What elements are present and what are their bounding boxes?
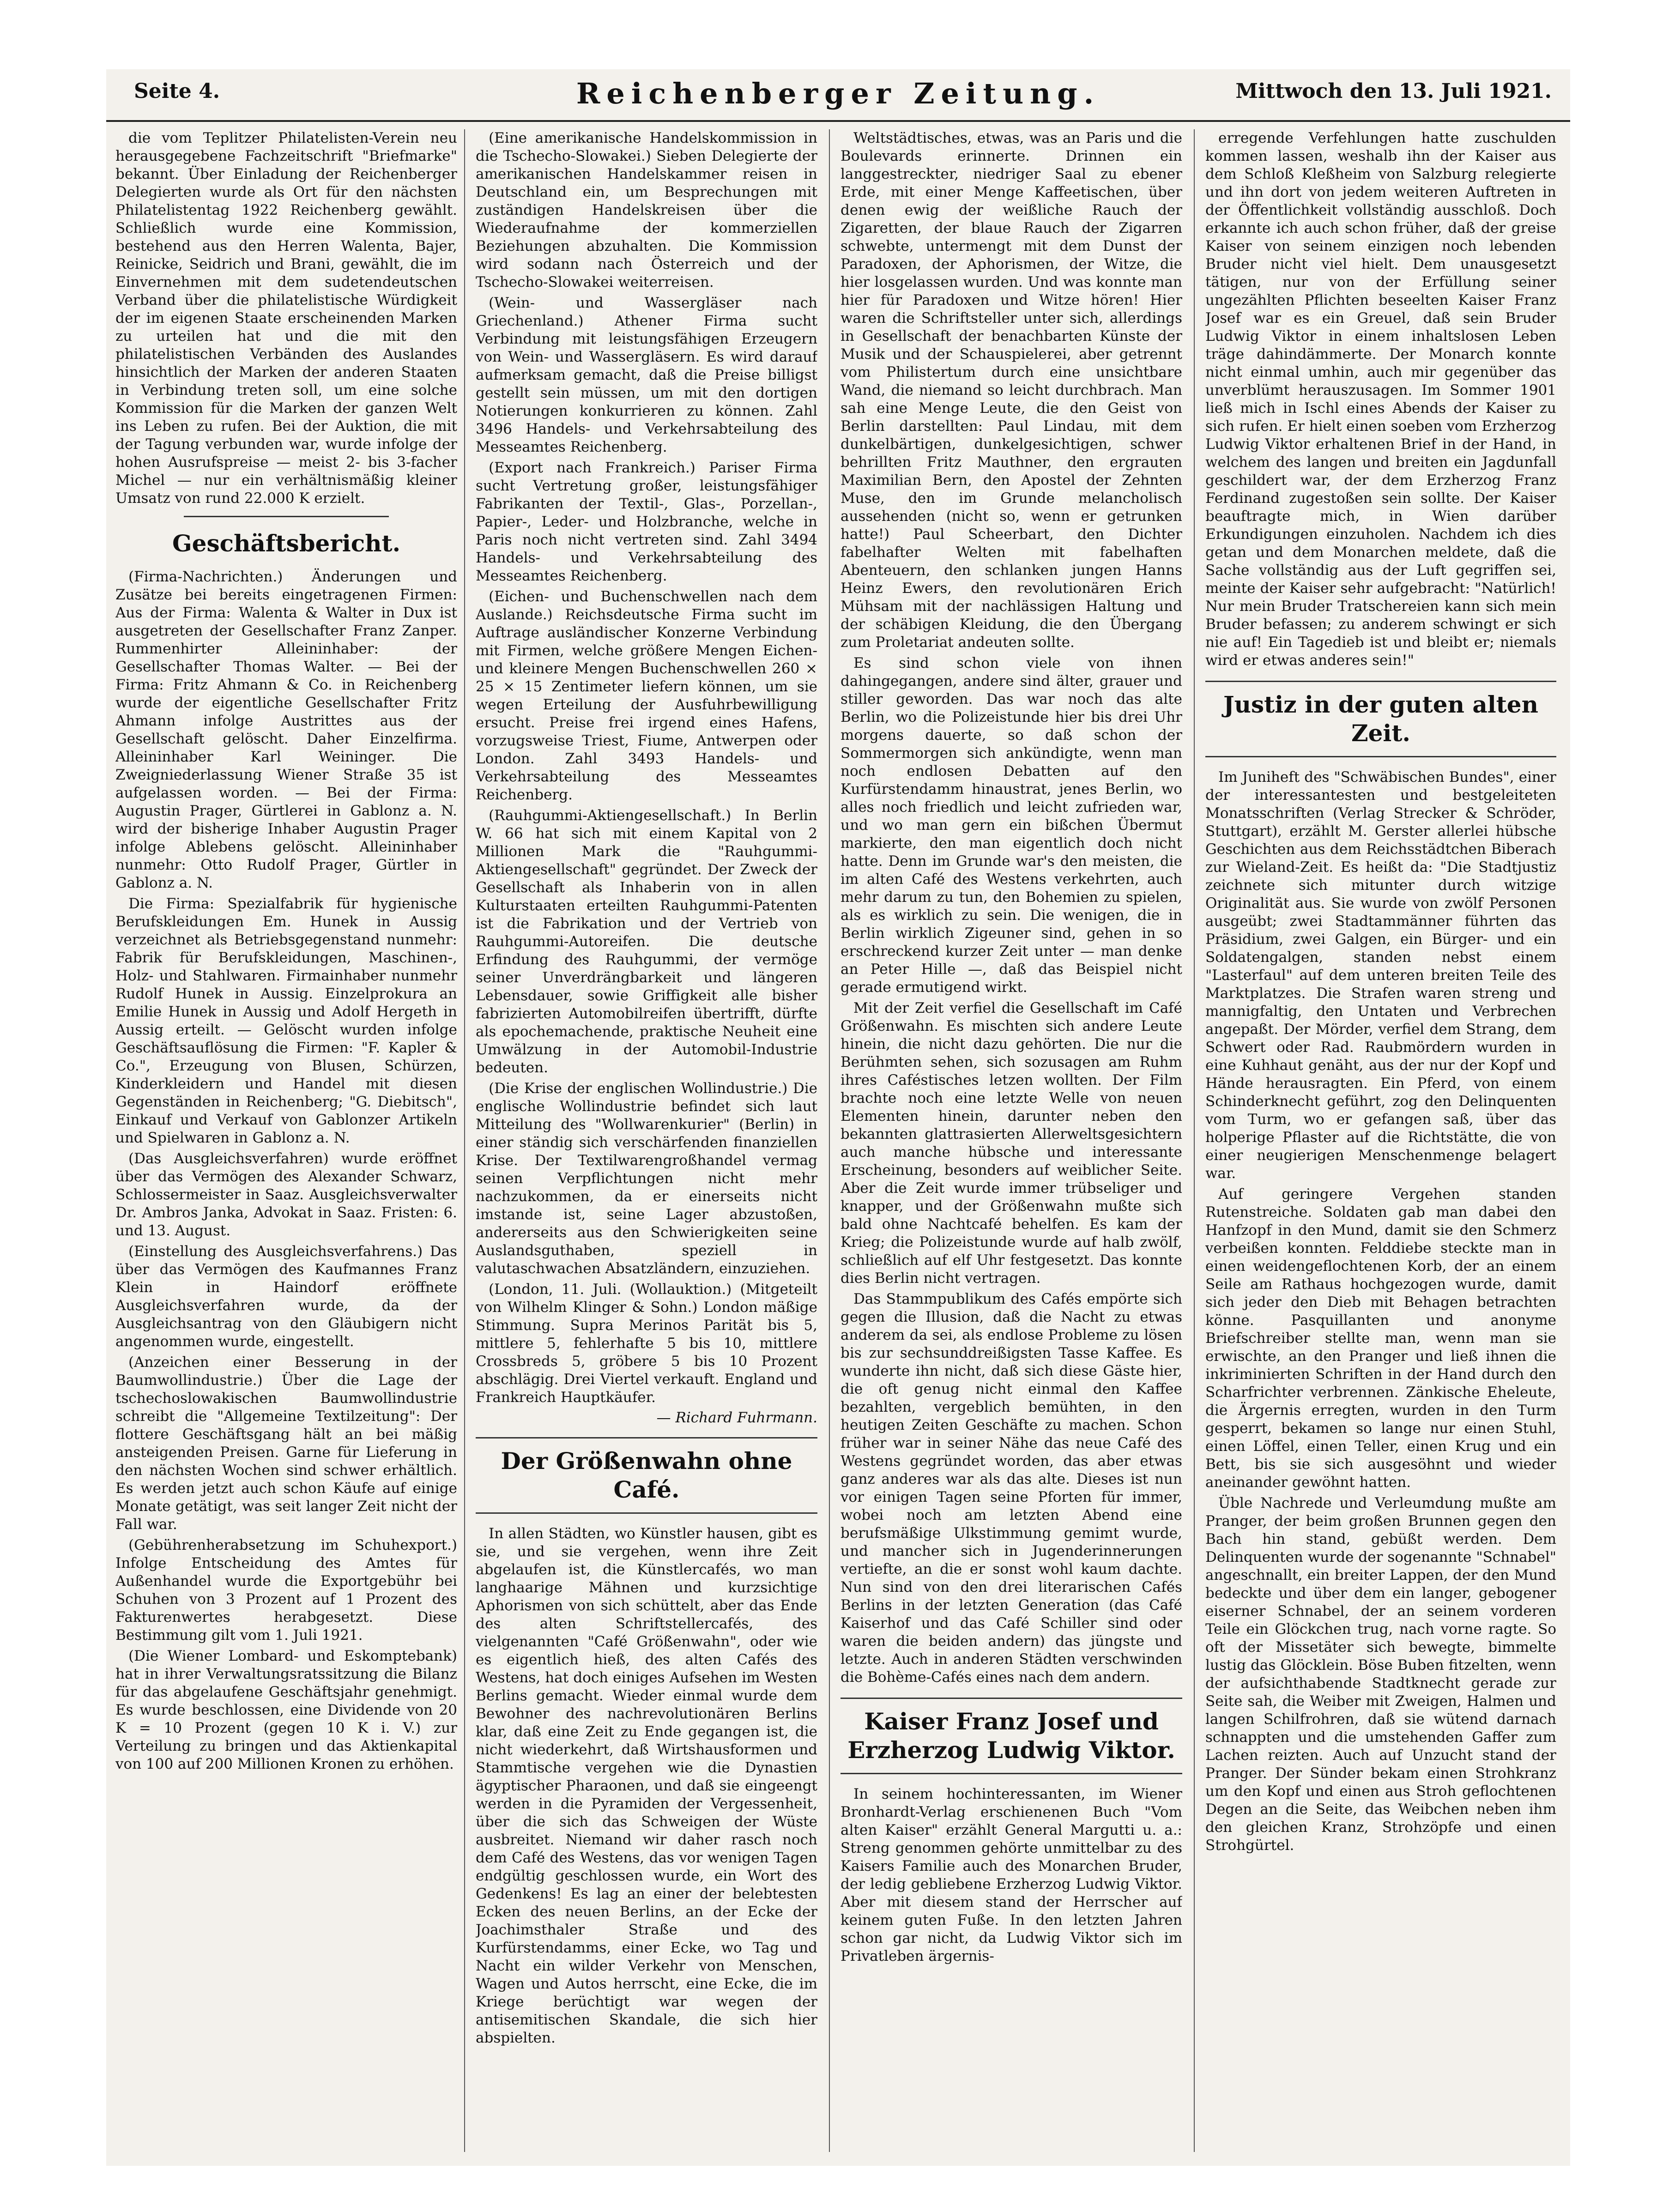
- section-heading: Der Größenwahn ohne Café.: [501, 1447, 792, 1503]
- article-text: (Wein- und Wassergläser nach Griechenland.) Athener Firma sucht Verbindung mit leistungsfähigen Erzeugern von Wein- und Wassergläsern. Es wird darauf aufmerksam gemacht, daß die Preise billigst gestellt sein müssen, um mit den dortigen Notierungen konkurrieren zu können. Zahl 3496 Handels- und Verkehrsabteilung des Messeamtes Reichenberg.: [476, 295, 817, 455]
- feuilleton-heading-box: [1205, 681, 1556, 757]
- article-text: (Eichen- und Buchenschwellen nach dem Auslande.) Reichsdeutsche Firma sucht im Auftrage ausländischer Konzerne Verbindung mit Firmen, welche größere Mengen Eichen- und kleinere Mengen Buchenschwellen 260 × 25 × 15 Zentimeter liefern können, um sie wegen Erteilung der Ausfuhrbewilligung ersucht. Preise frei irgend eines Hafens, vorzugsweise Triest, Fiume, Antwerpen oder London. Zahl 3493 Handels- und Verkehrsabteilung des Messeamtes Reichenberg.: [476, 588, 817, 803]
- article-text: Die Firma: Spezialfabrik für hygienische Berufskleidungen Em. Hunek in Aussig verzeichnet als Betriebsgegenstand nunmehr: Fabrik für Berufskleidungen, Maschinen-, Holz- und Stahlwaren. Firmainhaber nunmehr Rudolf Hunek in Aussig. Einzelprokura an Emilie Hunek in Aussig und Adolf Hergeth in Aussig erteilt. — Gelöscht wurden infolge Geschäftsauflösung die Firmen: "F. Kapler & Co.", Erzeugung von Blusen, Schürzen, Kinderkleidern und Handel mit diesen Gegenständen in Reichenberg; "G. Diebitsch", Einkauf und Verkauf von Gablonzer Artikeln und Spielwaren in Gablonz a. N.: [115, 895, 457, 1146]
- article-text: Es sind schon viele von ihnen dahingegangen, andere sind älter, grauer und stiller geworden. Das war noch das alte Berlin, wo die Polizeistunde hier bis drei Uhr morgens dauerte, so daß schon der Sommermorgen sich ankündigte, wenn man noch endlosen Debatten auf den Kurfürstendamm hinaustrat, jenes Berlin, wo alles noch friedlich und leicht zufrieden war, und wo man gern ein bißchen Übermut markierte, den man eigentlich doch nicht hatte. Denn im Grunde war's den meisten, die im alten Café des Westens verkehrten, auch mehr darum zu tun, den Bohemien zu spielen, als es wirklich zu sein. Die wenigen, die in Berlin wirklich Zigeuner sind, gehen in so erschreckend kurzer Zeit unter — man denke an Peter Hille —, daß das Beispiel nicht gerade ermutigend wirkt.: [841, 655, 1182, 996]
- feuilleton-heading-box: [476, 1437, 817, 1514]
- column-rule: [1194, 129, 1195, 2152]
- article-text: erregende Verfehlungen hatte zuschulden kommen lassen, weshalb ihn der Kaiser aus dem Schloß Kleßheim von Salzburg relegierte und ihn dort von jedem weiteren Auftreten in der Öffentlichkeit vollständig ausschloß. Doch erkannte ich auch schon früher, daß der greise Kaiser von seinem einzigen noch lebenden Bruder nicht viel hielt. Dem unausgesetzt tätigen, nur von der Erfüllung seiner ungezählten Pflichten beseelten Kaiser Franz Josef war es ein Greuel, daß sein Bruder Ludwig Viktor in einem inhaltslosen Leben träge dahindämmerte. Der Monarch konnte nicht einmal umhin, auch mir gegenüber das unverblümt herauszusagen. Im Sommer 1901 ließ mich in Ischl eines Abends der Kaiser zu sich rufen. Er hielt einen soeben vom Erzherzog Ludwig Viktor erhaltenen Brief in der Hand, in welchem des langen und breiten ein Jagdunfall geschildert war, der dem Erzherzog Franz Ferdinand zugestoßen sein sollte. Der Kaiser beauftragte mich, in Wien darüber Erkundigungen einzuholen. Nachdem ich dies getan und dem Monarchen meldete, daß die Sache vollständig aus der Luft gegriffen sei, meinte der Kaiser sehr aufgebracht: "Natürlich! Nur mein Bruder Tratschereien kann sich mein Bruder befassen; zu anderem schwingt er sich nie auf! Ein Tagedieb ist und bleibt er; niemals wird er etwas anderes sein!": [1205, 130, 1556, 669]
- masthead: Reichenberger Zeitung.: [576, 77, 1101, 110]
- column-1: [115, 129, 457, 2152]
- article-text: die vom Teplitzer Philatelisten-Verein neu herausgegebene Fachzeitschrift "Briefmarke" bekannt. Über Einladung der Reichenberger Delegierten wurde als Ort für den nächsten Philatelistentag 1922 Reichenberg gewählt. Schließlich wurde eine Kommission, bestehend aus den Herren Walenta, Bajer, Reinicke, Seidrich und Brani, gewählt, die im Einvernehmen mit dem sudetendeutschen Verband über die philatelistische Würdigkeit der im eigenen Staate erscheinenden Marken zu urteilen hat und die mit den philatelistischen Verbänden des Auslandes hinsichtlich der Marken der anderen Staaten in Verbindung treten soll, um eine solche Kommission für die Marken der ganzen Welt ins Leben zu rufen. Bei der Auktion, die mit der Tagung verbunden war, wurde infolge der hohen Ausrufspreise — meist 2- bis 3-facher Michel — nur ein verhältnismäßig kleiner Umsatz von rund 22.000 K erzielt.: [115, 130, 457, 507]
- article-text: (Anzeichen einer Besserung in der Baumwollindustrie.) Über die Lage der tschechoslowakischen Baumwollindustrie schreibt die "Allgemeine Textilzeitung": Der flottere Geschäftsgang hält an bei mäßig ansteigenden Preisen. Garne für Lieferung in den nächsten Wochen sind schwer erhältlich. Es werden jetzt auch schon Käufe auf einige Monate getätigt, was seit langer Zeit nicht der Fall war.: [115, 1354, 457, 1533]
- column-2: [476, 129, 817, 2152]
- article-text: (Die Krise der englischen Wollindustrie.) Die englische Wollindustrie befindet sich laut Mitteilung des "Wollwarenkurier" (Berlin) in einer ständig sich verschärfenden finanziellen Krise. Der Textilwarengroßhandel vermag seinen Verpflichtungen nicht mehr nachzukommen, da er einerseits nicht imstande ist, seine Lager abzustoßen, andererseits aus den Schwierigkeiten seine Auslandsguthaben, speziell in valutaschwachen Absatzländern, einzuziehen.: [476, 1080, 817, 1277]
- article-text: (Eine amerikanische Handelskommission in die Tschecho-Slowakei.) Sieben Delegierte der amerikanischen Handelskammer reisen in Deutschland ein, um Besprechungen mit zuständigen Handelskreisen über die Wiederaufnahme der kommerziellen Beziehungen abzuhalten. Die Kommission wird sodann nach Österreich und der Tschecho-Slowakei weiterreisen.: [476, 130, 817, 290]
- article-text: In allen Städten, wo Künstler hausen, gibt es sie, und sie vergehen, wenn ihre Zeit abgelaufen ist, die Künstlercafés, wo man langhaarige Mähnen und kurzsichtige Aphorismen von sich schüttelt, aber das Ende des alten Schriftstellercafés, des vielgenannten "Café Größenwahn", oder wie es eigentlich hieß, des alten Cafés des Westens, hat doch einiges Aufsehen im Westen Berlins gemacht. Wieder einmal wurde dem Bewohner des nachrevolutionären Berlins klar, daß eine Zeit zu Ende gegangen ist, die nicht wiederkehrt, daß Wirtshausformen und Stammtische vergehen wie die Dynastien ägyptischer Pharaonen, und daß sie eingeengt werden in die Pyramiden der Vergessenheit, über die sich das Schweigen der Wüste ausbreitet. Niemand wir daher rasch noch dem Café des Westens, das vor wenigen Tagen endgültig geschlossen wurde, ein Wort des Gedenkens! Es lag an einer der belebtesten Ecken des neuen Berlins, an der Ecke der Joachimsthaler Straße und des Kurfürstendamms, einer Ecke, wo Tag und Nacht ein wilder Verkehr von Menschen, Wagen und Autos herrscht, eine Ecke, die im Kriege berüchtigt war wegen der antisemitischen Skandale, die sich hier abspielten.: [476, 1525, 817, 2046]
- article-text: Weltstädtisches, etwas, was an Paris und die Boulevards erinnerte. Drinnen ein langgestreckter, niedriger Saal zu ebener Erde, mit einer Menge Kaffeetischen, über denen ewig der weißliche Rauch der Zigaretten, der blaue Rauch der Zigarren schwebte, untermengt mit dem Dunst der Paradoxen, der Aphorismen, der Witze, die hier losgelassen wurden. Und was konnte man hier für Paradoxen und Witze hören! Hier waren die Schriftsteller unter sich, allerdings in Gesellschaft der benachbarten Künste der Musik und der Schauspielerei, aber getrennt vom Philistertum durch eine unsichtbare Wand, die niemand so leicht durchbrach. Man sah eine Menge Leute, die den Geist von Berlin darstellten: Paul Lindau, mit dem dunkelbärtigen, dunkelgesichtigen, schwer behrillten Fritz Mauthner, den ergrauten Maximilian Bern, den Apostel der Zehnten Muse, den im Grunde melancholisch aussehenden (nicht so, wenn er getrunken hatte!) Paul Scheerbart, den Dichter fabelhafter Welten mit fabelhaften Abenteuern, den schlanken jungen Hanns Heinz Ewers, den revolutionären Erich Mühsam mit der nachlässigen Haltung und der schäbigen Kleidung, die den Übergang zum Proletariat andeuten sollte.: [841, 130, 1182, 651]
- article-text: (Die Wiener Lombard- und Eskomptebank) hat in ihrer Verwaltungsratssitzung die Bilanz für das abgelaufene Geschäftsjahr genehmigt. Es wurde beschlossen, eine Dividende von 20 K = 10 Prozent (gegen 10 K i. V.) zur Verteilung zu bringen und das Aktienkapital von 100 auf 200 Millionen Kronen zu erhöhen.: [115, 1648, 457, 1772]
- section-heading: Geschäftsbericht.: [172, 530, 401, 557]
- article-text: (Export nach Frankreich.) Pariser Firma sucht Vertretung großer, leistungsfähiger Fabrikanten der Textil-, Glas-, Porzellan-, Papier-, Leder- und Holzbranche, welche in Paris noch nicht vertreten sind. Zahl 3494 Handels- und Verkehrsabteilung des Messeamtes Reichenberg.: [476, 459, 817, 584]
- divider: [184, 516, 389, 517]
- column-4: [1205, 129, 1556, 2152]
- article-text: Mit der Zeit verfiel die Gesellschaft im Café Größenwahn. Es mischten sich andere Leute hinein, die nicht dazu gehörten. Die nur die Berühmten sehen, sich sozusagen am Ruhm ihres Caféstisches letzen wollten. Der Film brachte noch eine letzte Welle von neuen Elementen hinein, darunter neben den bekannten glattrasierten Allerweltsgesichtern auch manche hübsche und interessante Erscheinung, besonders auf weiblicher Seite. Aber die Zeit wurde immer trübseliger und knapper, und der Größenwahn mußte sich bald ohne Nachtcafé behelfen. Es kam der Krieg; die Polizeistunde wurde auf halb zwölf, schließlich auf elf Uhr festgesetzt. Das konnte dies Berlin nicht vertragen.: [841, 1000, 1182, 1287]
- article-text: Im Juniheft des "Schwäbischen Bundes", einer der interessantesten und bestgeleiteten Monatsschriften (Verlag Strecker & Schröder, Stuttgart), erzählt M. Gerster allerlei hübsche Geschichten aus dem Reichsstädtchen Biberach zur Wieland-Zeit. Es heißt da: "Die Stadtjustiz zeichnete sich mitunter durch witzige Originalität aus. Sie wurde von zwölf Personen ausgeübt; zwei Stadtammänner führten das Präsidium, zwei Galgen, ein Bürger- und ein Soldatengalgen, standen nebst einem "Lasterfaul" auf dem unteren breiten Teile des Marktplatzes. Die Strafen waren streng und mannigfaltig, den Untaten und Verbrechen angepaßt. Der Mörder, verfiel dem Strang, dem Schwert oder Rad. Raubmördern wurden in eine Kuhhaut genäht, aus der nur der Kopf und Hände herausragten. Ein Pferd, von einem Schinderknecht geführt, zog den Delinquenten vom Turm, wo er gefangen saß, über das holperige Pflaster auf die Richtstätte, die von einer neugierigen Menschenmenge belagert war.: [1205, 769, 1556, 1182]
- page-header: [106, 69, 1570, 122]
- article-text: In seinem hochinteressanten, im Wiener Bronhardt-Verlag erschienenen Buch "Vom alten Kaiser" erzählt General Margutti u. a.: Streng genommen gehörte unmittelbar zu des Kaisers Familie auch des Monarchen Bruder, der ledig gebliebene Erzherzog Ludwig Viktor. Aber mit diesem stand der Herrscher auf keinem guten Fuße. In den letzten Jahren schon gar nicht, da Ludwig Viktor sich im Privatleben ärgernis-: [841, 1786, 1182, 1964]
- section-heading: Justiz in der guten alten Zeit.: [1223, 691, 1538, 747]
- article-text: (Einstellung des Ausgleichsverfahrens.) Das über das Vermögen des Kaufmannes Franz Klein in Haindorf eröffnete Ausgleichsverfahren wurde, da der Ausgleichsantrag von den Gläubigern nicht angenommen wurde, eingestellt.: [115, 1243, 457, 1350]
- feuilleton-heading-box: [841, 1698, 1182, 1774]
- issue-date: Mittwoch den 13. Juli 1921.: [1235, 79, 1552, 103]
- column-3: [841, 129, 1182, 2152]
- article-text: (Rauhgummi-Aktiengesellschaft.) In Berlin W. 66 hat sich mit einem Kapital von 2 Millionen Mark die "Rauhgummi-Aktiengesellschaft" gegründet. Der Zweck der Gesellschaft als Inhaberin von in allen Kulturstaaten erteilten Rauhgummi-Patenten ist die Fabrikation und der Vertrieb von Rauhgummi-Autoreifen. Die deutsche Erfindung des Rauhgummi, der vermöge seiner Unverdrängbarkeit und längeren Lebensdauer, sowie Griffigkeit alle bisher fabrizierten Automobilreifen übertrifft, dürfte als epochemachende, praktische Neuheit eine Umwälzung in der Automobil-Industrie bedeuten.: [476, 807, 817, 1076]
- article-text: Das Stammpublikum des Cafés empörte sich gegen die Illusion, daß die Nacht zu etwas anderem da sei, als endlose Probleme zu lösen bis zur sechsunddreißigsten Tasse Kaffee. Es wunderte ihn nicht, daß sich diese Gäste hier, die oft genug nicht einmal den Kaffee bezahlten, vergeblich bemühten, in den heutigen Zeiten Geschäfte zu machen. Schon früher war in seiner Nähe das neue Café des Westens gegründet worden, das aber etwas ganz anderes war als das alte. Dieses ist nun vor einigen Tagen seine Pforten für immer, wobei noch am letzten Abend eine berufsmäßige Ulkstimmung gemimt wurde, und mancher sich in Jugenderinnerungen vertiefte, an die er sonst wohl kaum dachte. Nun sind von den drei literarischen Cafés Berlins in der letzten Generation (das Café Kaiserhof und das Café Schiller sind oder waren die beiden andern) das jüngste und letzte. Auch in anderen Städten verschwinden die Bohème-Cafés eines nach dem andern.: [841, 1291, 1182, 1686]
- author-signature: — Richard Fuhrmann.: [656, 1409, 817, 1426]
- page-number: Seite 4.: [134, 79, 220, 103]
- article-text: (London, 11. Juli. (Wollauktion.) (Mitgeteilt von Wilhelm Klinger & Sohn.) London mäßige Stimmung. Supra Merinos Parität bis 5, mittlere 5, fehlerhafte 5 bis 10, mittlere Crossbreds 5, gröbere 5 bis 10 Prozent abschlägig. Drei Viertel verkauft. England und Frankreich Hauptkäufer.: [476, 1281, 817, 1406]
- column-rule: [829, 129, 830, 2152]
- column-rule: [464, 129, 465, 2152]
- newspaper-page: [106, 69, 1570, 2166]
- article-text: Üble Nachrede und Verleumdung mußte am Pranger, der beim großen Brunnen gegen den Bach hin stand, gebüßt werden. Dem Delinquenten wurde der sogenannte "Schnabel" angeschnallt, ein breiter Lappen, der den Mund bedeckte und über dem ein langer, gebogener eiserner Schnabel, der an seinem vorderen Teile ein Glöckchen trug, nach vorne ragte. So oft der Missetäter sich bewegte, bimmelte lustig das Glöcklein. Böse Buben fitzelten, wenn der aufsichthabende Stadtknecht gerade zur Seite sah, die Weiber mit Zweigen, Halmen und langen Schilfrohren, daß sie wütend darnach schnappten und die umstehenden Gaffer zum Lachen reizten. Auch auf Unzucht stand der Pranger. Der Sünder bekam einen Strohkranz um den Kopf und einen aus Stroh geflochtenen Degen an die Seite, das Weibchen neben ihm den gleichen Kranz, Strohzöpfe und einen Strohgürtel.: [1205, 1495, 1556, 1854]
- section-heading: Kaiser Franz Josef und Erzherzog Ludwig Viktor.: [847, 1708, 1175, 1764]
- article-text: (Firma-Nachrichten.) Änderungen und Zusätze bei bereits eingetragenen Firmen: Aus der Firma: Walenta & Walter in Dux ist ausgetreten der Gesellschafter Franz Zanper. Rummenhirter Alleininhaber: der Gesellschafter Thomas Walter. — Bei der Firma: Fritz Ahmann & Co. in Reichenberg wurde der eigentliche Gesellschafter Fritz Ahmann infolge Austrittes aus der Gesellschaft gelöscht. Daher Einzelfirma. Alleininhaber Karl Weininger. Die Zweigniederlassung Wiener Straße 35 ist aufgelassen worden. — Bei der Firma: Augustin Prager, Gürtlerei in Gablonz a. N. wird der bisherige Inhaber Augustin Prager infolge Ablebens gelöscht. Alleininhaber nunmehr: Otto Rudolf Prager, Gürtler in Gablonz a. N.: [115, 568, 457, 891]
- article-text: (Das Ausgleichsverfahren) wurde eröffnet über das Vermögen des Alexander Schwarz, Schlossermeister in Saaz. Ausgleichsverwalter Dr. Ambros Janka, Advokat in Saaz. Fristen: 6. und 13. August.: [115, 1150, 457, 1239]
- article-text: Auf geringere Vergehen standen Rutenstreiche. Soldaten gab man dabei den Hanfzopf in den Mund, damit sie den Schmerz verbeißen konnten. Felddiebe steckte man in einen weidengeflochtenen Korb, der an einem Seile am Rathaus hochgezogen wurde, damit sich jeder den Dieb mit Behagen betrachten könne. Pasquillanten und anonyme Briefschreiber stellte man, wenn man sie erwischte, an den Pranger und ließ ihnen die inkriminierten Schriften in der Hand durch den Scharfrichter verbrennen. Zänkische Eheleute, die Ärgernis erregten, wurden in den Turm gesperrt, bekamen so lange nur einen Stuhl, einen Löffel, einen Teller, einen Krug und ein Bett, bis sie sich ausgesöhnt und wieder aneinander gewöhnt hatten.: [1205, 1186, 1556, 1491]
- article-text: (Gebührenherabsetzung im Schuhexport.) Infolge Entscheidung des Amtes für Außenhandel wurde die Exportgebühr bei Schuhen von 3 Prozent auf 1 Prozent des Fakturenwertes herabgesetzt. Diese Bestimmung gilt vom 1. Juli 1921.: [115, 1537, 457, 1644]
